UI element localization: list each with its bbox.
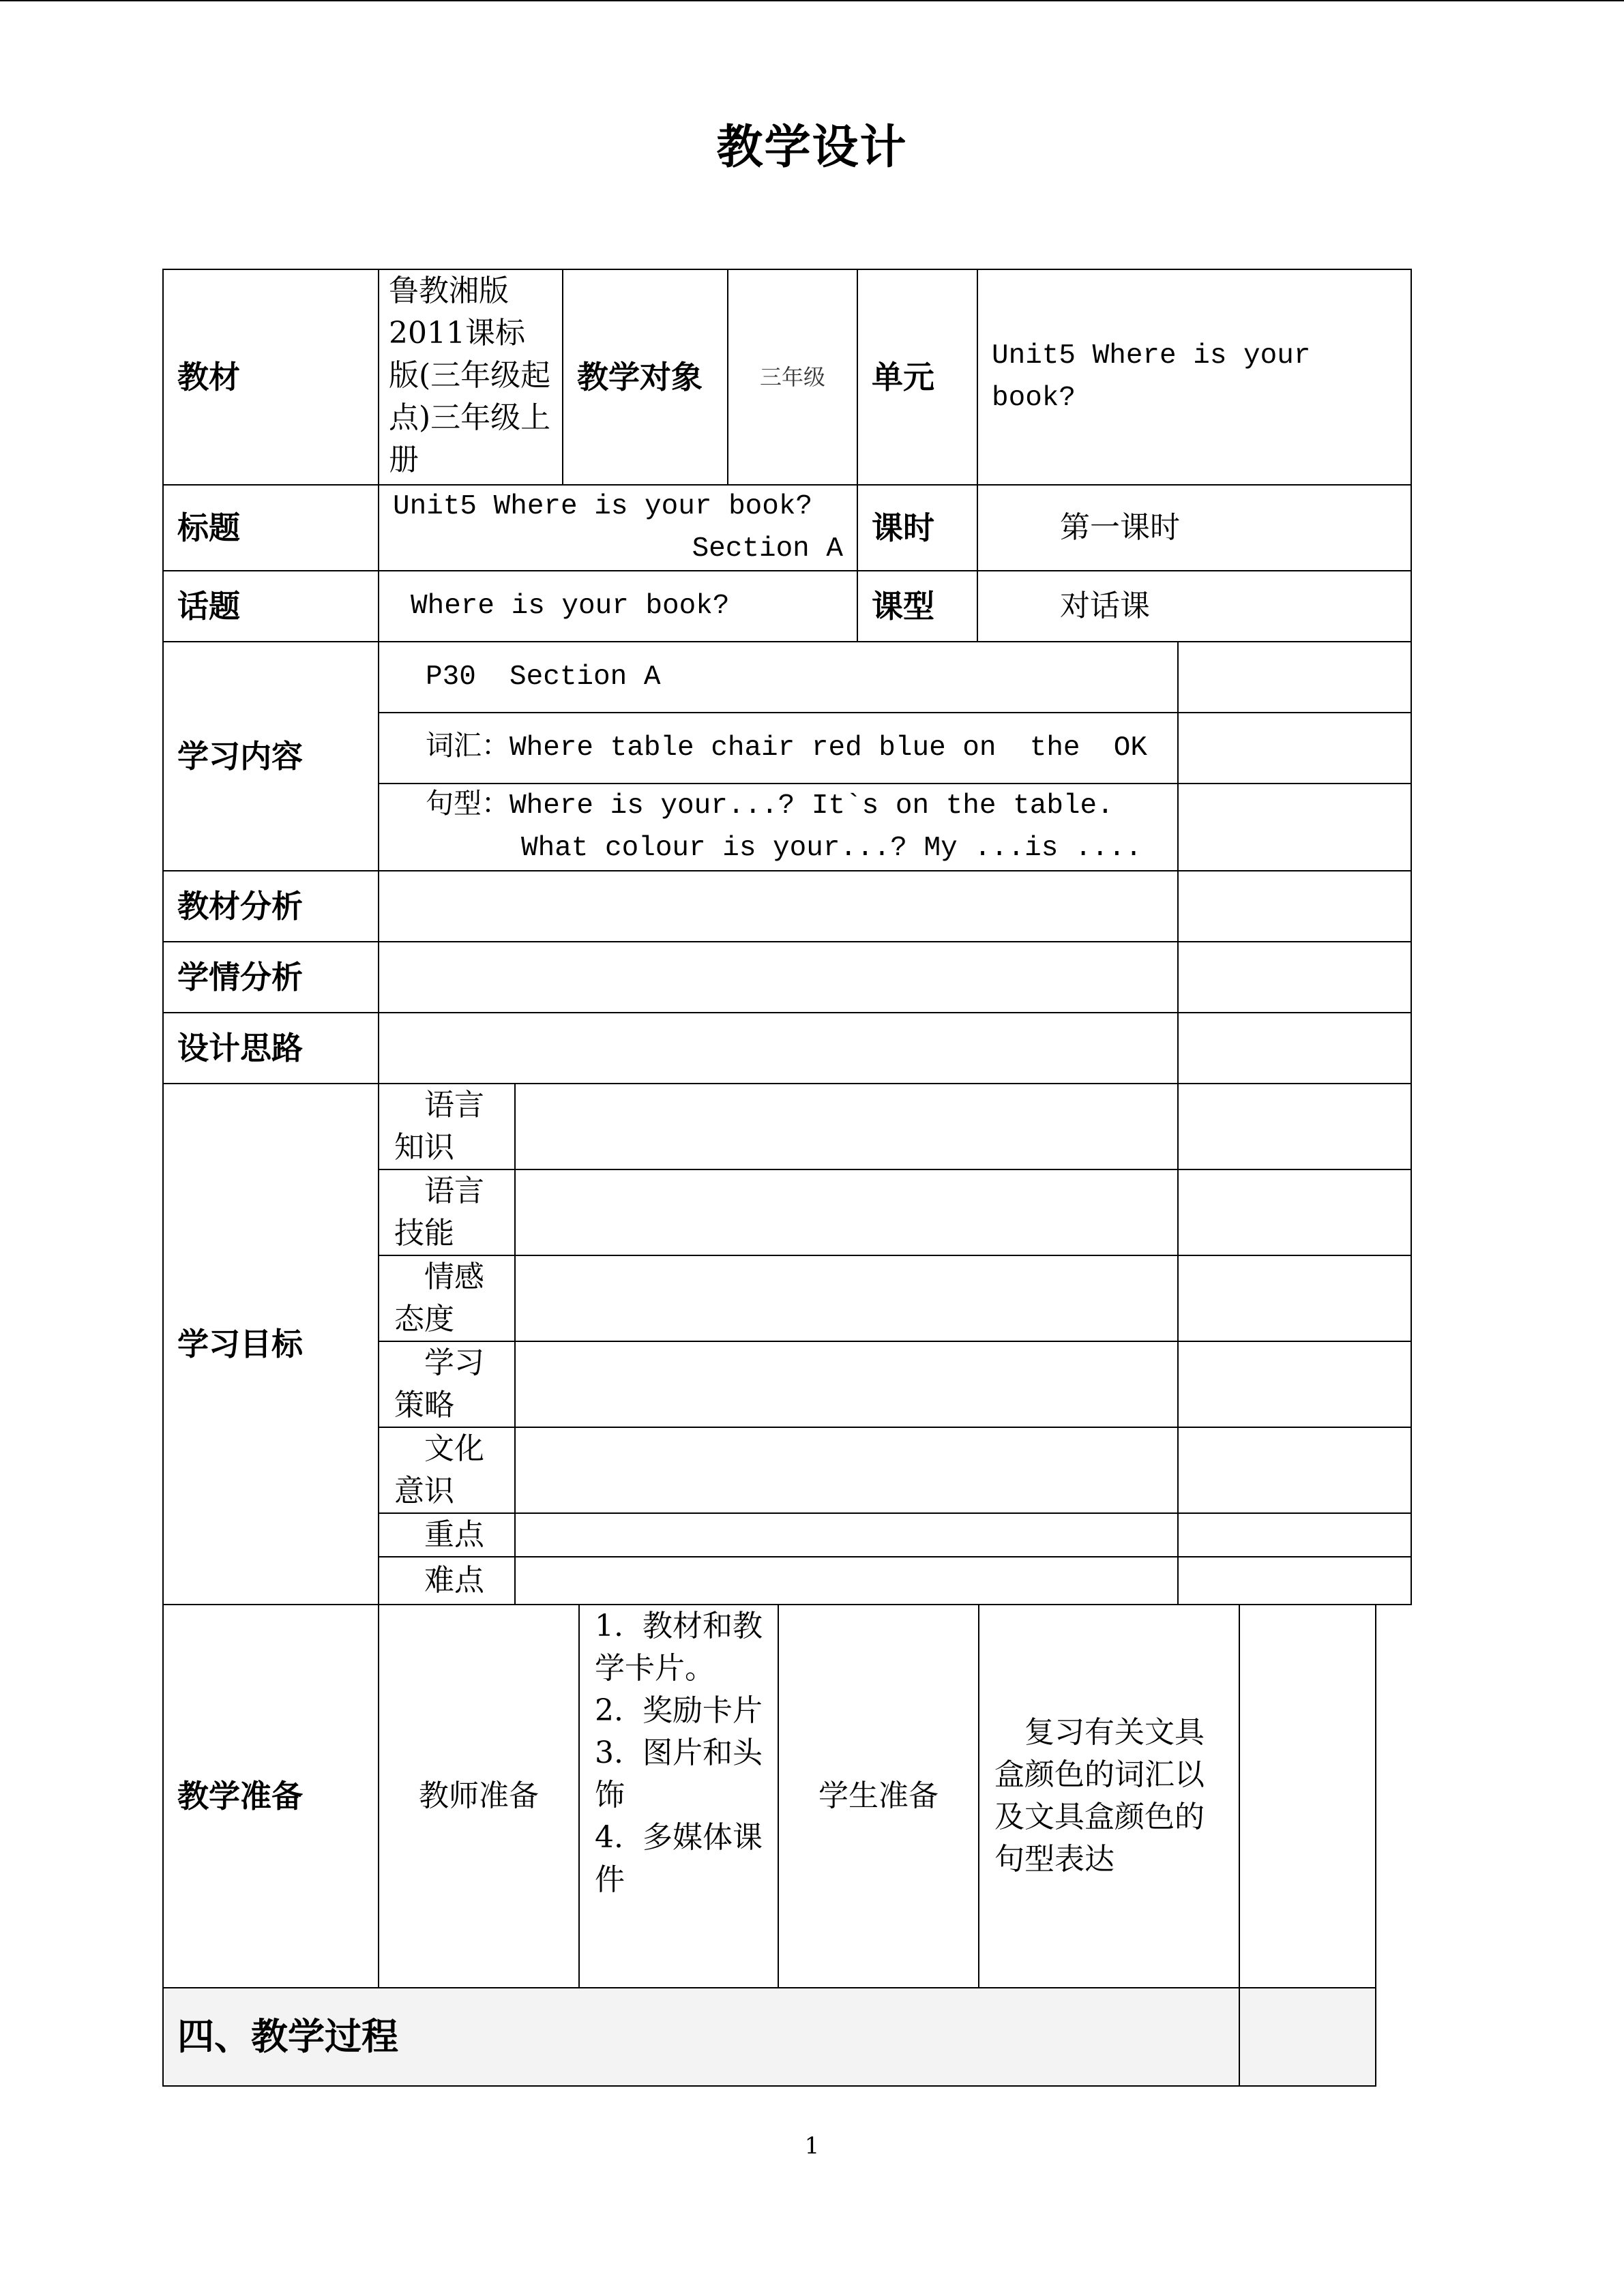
objective-difficulties-extra [1177,1556,1412,1605]
objective-language-knowledge-value [514,1083,1179,1170]
label-teacher-preparation: 教师准备 [378,1604,580,1988]
textbook-text: 鲁教湘版 2011课标版(三年级起点)三年级上册 [389,273,551,477]
objective-cultural-awareness-value [514,1427,1179,1514]
teacher-preparation-items: 1. 教材和教学卡片。 2. 奖励卡片 3. 图片和头饰 4. 多媒体课件 [578,1604,779,1988]
objective-cultural-awareness: 文化意识 [378,1427,516,1514]
label-student-analysis: 学情分析 [162,941,379,1013]
label-textbook: 教材 [162,269,379,486]
content-line-3 [378,783,1179,871]
student-preparation-items: 复习有关文具盒颜色的词汇以及文具盒颜色的句型表达 [978,1604,1240,1988]
design-idea-extra [1177,1012,1412,1084]
label-preparation: 教学准备 [162,1604,379,1988]
section-heading-process: 四、教学过程 [162,1987,1240,2087]
label-content: 学习内容 [162,641,379,871]
objective-language-skills-extra [1177,1169,1412,1256]
objective-learning-strategy-value [514,1341,1179,1428]
label-unit: 单元 [857,269,978,486]
label-objectives: 学习目标 [162,1083,379,1605]
textbook-analysis-extra [1177,870,1412,942]
type-value: 对话课 [977,570,1412,642]
label-title: 标题 [162,484,379,571]
content-line-1: P30 Section A [378,641,1179,713]
process-extra [1239,1987,1376,2087]
textbook-analysis-value [378,870,1179,942]
topic-value: Where is your book? [378,570,858,642]
content-sentence-2: What colour is your...? My ...is .... [521,833,1142,864]
title-value [378,484,858,571]
content-extra-1 [1177,641,1412,713]
objective-difficulties: 难点 [378,1556,516,1605]
student-analysis-extra [1177,941,1412,1013]
label-target: 教学对象 [562,269,728,486]
target-value: 三年级 [727,269,858,486]
objective-key-points-extra [1177,1512,1412,1557]
objective-language-knowledge-extra [1177,1083,1412,1170]
objective-emotion-attitude-extra [1177,1255,1412,1342]
objective-learning-strategy-extra [1177,1341,1412,1428]
objective-language-knowledge: 语言知识 [378,1083,516,1170]
label-textbook-analysis: 教材分析 [162,870,379,942]
objective-language-skills-value [514,1169,1179,1256]
label-student-preparation: 学生准备 [778,1604,979,1988]
objective-learning-strategy: 学习策略 [378,1341,516,1428]
title-line-2: Section A [692,533,843,565]
objective-key-points-value [514,1512,1179,1557]
objective-cultural-awareness-extra [1177,1427,1412,1514]
objective-key-points: 重点 [378,1512,516,1557]
content-line-2: 词汇：Where table chair red blue on the OK [378,712,1179,784]
period-value: 第一课时 [977,484,1412,571]
label-period: 课时 [857,484,978,571]
textbook-value [378,269,563,486]
design-idea-value [378,1012,1179,1084]
objective-language-skills: 语言技能 [378,1169,516,1256]
unit-value: Unit5 Where is your book? [977,269,1412,486]
content-extra-2 [1177,712,1412,784]
page-title: 教学设计 [716,121,908,175]
content-sentence-1: 句型：Where is your...? It`s on the table. [426,790,1114,822]
preparation-extra [1239,1604,1376,1988]
objective-difficulties-value [514,1556,1179,1605]
objective-emotion-attitude: 情感态度 [378,1255,516,1342]
label-design-idea: 设计思路 [162,1012,379,1084]
objective-emotion-attitude-value [514,1255,1179,1342]
title-line-1: Unit5 Where is your book? [393,491,813,522]
student-analysis-value [378,941,1179,1013]
page-number: 1 [804,2132,820,2160]
label-type: 课型 [857,570,978,642]
label-topic: 话题 [162,570,379,642]
content-extra-3 [1177,783,1412,871]
